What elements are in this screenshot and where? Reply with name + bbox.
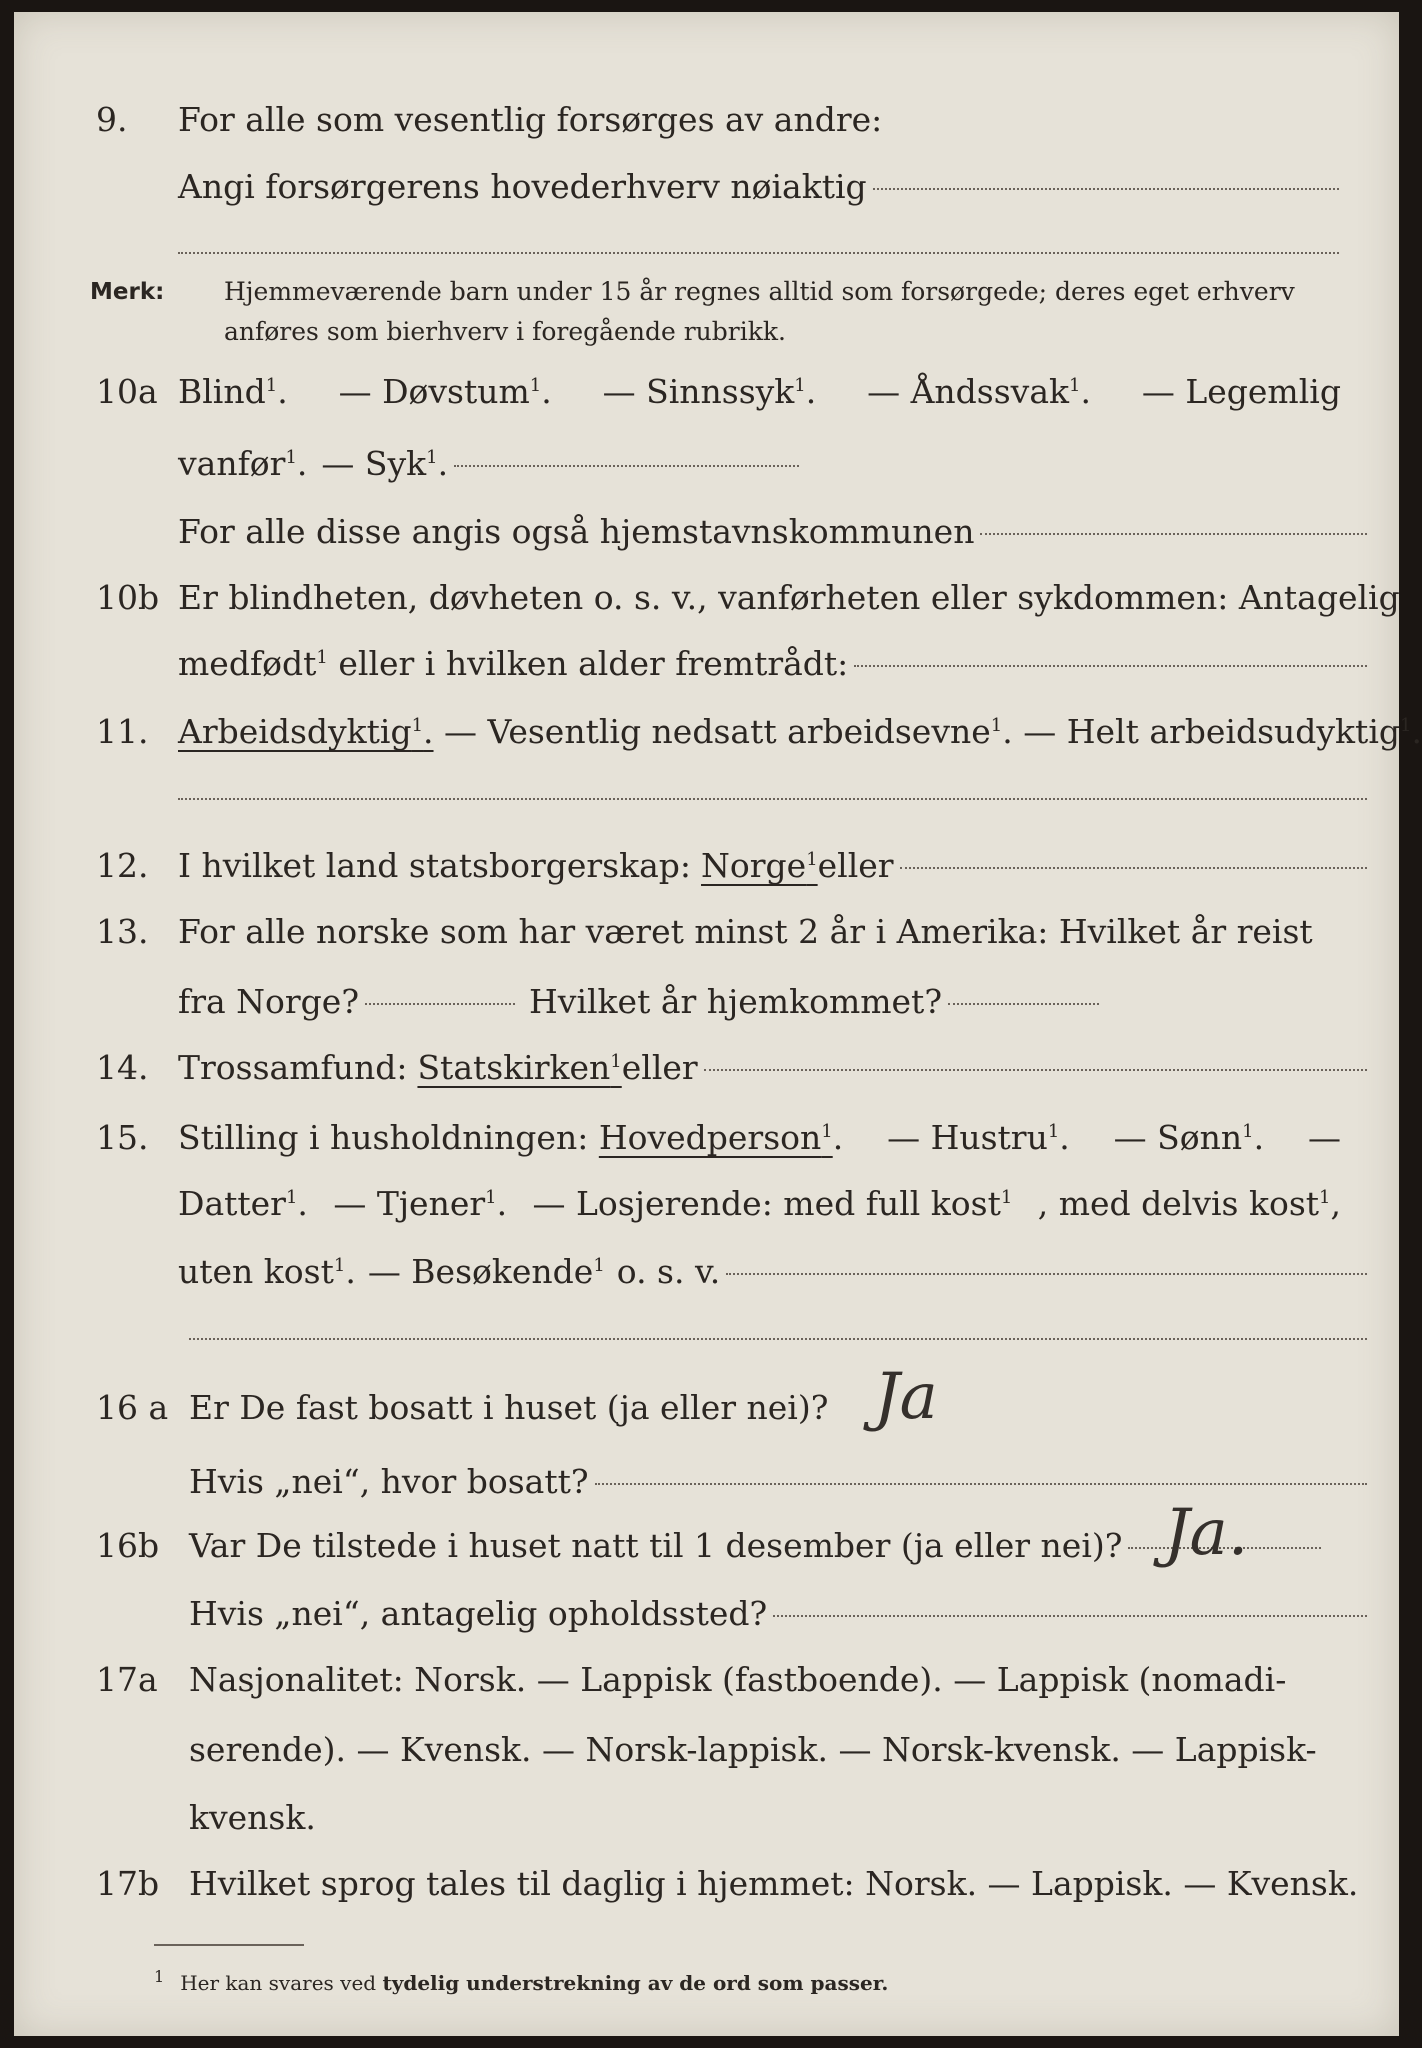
- answer-norge-selected[interactable]: Norge$^1$: [701, 846, 818, 885]
- question-text: Hvis „nei“, antagelig opholdssted?: [189, 1594, 768, 1633]
- note-text: anføres som bierhverv i foregående rubrikk.: [224, 317, 786, 346]
- note-text: Hjemmeværende barn under 15 år regnes alltid som forsørgede; deres eget erhverv: [224, 277, 1295, 306]
- question-text: For alle som vesentlig forsørges av andre:: [178, 100, 883, 139]
- answer-field[interactable]: [980, 533, 1367, 535]
- question-text: fra Norge?: [178, 982, 360, 1021]
- answer-field[interactable]: [178, 798, 1367, 800]
- question-text: medfødt$^1$ eller i hvilken alder fremtrådt:: [178, 644, 849, 683]
- question-number: 9.: [96, 100, 128, 139]
- option-dovstum[interactable]: — Døvstum$^1$.: [338, 372, 552, 411]
- footnote: [154, 1967, 888, 1995]
- question-number: 16 a: [96, 1388, 169, 1427]
- option-arbeidsudyktig[interactable]: — Helt arbeidsudyktig$^1$.: [1023, 712, 1422, 751]
- question-text: kvensk.: [189, 1798, 316, 1837]
- footnote-rule: [154, 1944, 304, 1946]
- question-text: Stilling i husholdningen: Hovedperson$^1$.: [178, 1118, 844, 1157]
- question-number: 12.: [96, 846, 149, 885]
- question-text: For alle disse angis også hjemstavnskommunen: [178, 512, 975, 551]
- option-andssvak[interactable]: — Åndssvak$^1$.: [867, 372, 1091, 411]
- question-text: Hvilket år hjemkommet?: [529, 982, 943, 1021]
- option-uten-kost[interactable]: uten kost$^1$.: [178, 1252, 356, 1291]
- option-sonn[interactable]: — Sønn$^1$.: [1113, 1118, 1265, 1157]
- answer-field[interactable]: [595, 1483, 1367, 1485]
- question-text: Hvis „nei“, hvor bosatt?: [189, 1462, 589, 1501]
- option-legemlig[interactable]: — Legemlig: [1141, 372, 1341, 411]
- census-form-page: [14, 12, 1422, 2036]
- question-text: Var De tilstede i huset natt til 1 desember (ja eller nei)?: [189, 1526, 1123, 1565]
- answer-field[interactable]: [454, 465, 799, 467]
- option-hustru[interactable]: — Hustru$^1$.: [887, 1118, 1070, 1157]
- question-text: Hvilket sprog tales til daglig i hjemmet: Norsk. — Lappisk. — Kvensk.: [189, 1864, 1359, 1903]
- question-number: 15.: [96, 1118, 149, 1157]
- answer-field[interactable]: [873, 188, 1339, 190]
- question-text: For alle norske som har været minst 2 år i Amerika: Hvilket år reist: [178, 912, 1313, 951]
- answer-field[interactable]: [854, 665, 1367, 667]
- question-number: 11.: [96, 712, 149, 751]
- option-besokende[interactable]: — Besøkende$^1$: [367, 1252, 605, 1291]
- answer-field[interactable]: [773, 1615, 1367, 1617]
- answer-field[interactable]: [189, 1338, 1367, 1340]
- question-number: 16b: [96, 1526, 160, 1565]
- footnote-marker: 1: [154, 1967, 165, 1986]
- answer-field-reist[interactable]: [365, 1003, 515, 1005]
- option-datter[interactable]: Datter$^1$.: [178, 1184, 308, 1223]
- option-sinnssyk[interactable]: — Sinnssyk$^1$.: [602, 372, 817, 411]
- question-text: o. s. v.: [616, 1252, 721, 1291]
- question-number: 14.: [96, 1048, 149, 1087]
- note-label: Merk:: [90, 279, 165, 305]
- option-arbeidsdyktig-selected[interactable]: Arbeidsdyktig$^1$.: [178, 712, 434, 751]
- handwritten-answer-ja[interactable]: Ja.: [1164, 1496, 1249, 1570]
- question-text: Er blindheten, døvheten o. s. v., vanførheten eller sykdommen: Antagelig: [178, 578, 1400, 617]
- question-text: serende). — Kvensk. — Norsk-lappisk. — Norsk-kvensk. — Lappisk-: [189, 1730, 1317, 1769]
- footnote-text: Her kan svares ved: [180, 1971, 383, 1995]
- question-number: 10b: [96, 578, 160, 617]
- question-text: Nasjonalitet: Norsk. — Lappisk (fastboende). — Lappisk (nomadi-: [189, 1660, 1287, 1699]
- answer-field[interactable]: [704, 1069, 1367, 1071]
- option-blind[interactable]: Blind$^1$.: [178, 372, 288, 411]
- question-text: eller: [621, 1048, 698, 1087]
- question-number: 17b: [96, 1864, 160, 1903]
- question-text: Angi forsørgerens hovederhverv nøiaktig: [178, 167, 867, 206]
- answer-field[interactable]: [178, 252, 1339, 254]
- option-vanfor[interactable]: vanfør$^1$.: [178, 444, 308, 483]
- question-number: 17a: [96, 1660, 158, 1699]
- option-full-kost[interactable]: — Losjerende: med full kost$^1$: [532, 1184, 1013, 1223]
- answer-field[interactable]: [726, 1273, 1367, 1275]
- question-text: eller: [817, 846, 894, 885]
- answer-field-hjemkommet[interactable]: [948, 1003, 1099, 1005]
- option-tjener[interactable]: — Tjener$^1$.: [333, 1184, 508, 1223]
- option-syk[interactable]: — Syk$^1$.: [321, 444, 449, 483]
- option-nedsatt-arbeidsevne[interactable]: — Vesentlig nedsatt arbeidsevne$^1$.: [444, 712, 1013, 751]
- question-text: I hvilket land statsborgerskap:: [178, 846, 692, 885]
- footnote-text-bold: tydelig understrekning av de ord som passer.: [382, 1971, 889, 1995]
- option-delvis-kost[interactable]: , med delvis kost$^1$,: [1037, 1184, 1341, 1223]
- question-text: Trossamfund:: [178, 1048, 408, 1087]
- handwritten-answer-ja[interactable]: Ja: [874, 1360, 938, 1434]
- question-number: 10a: [96, 372, 158, 411]
- answer-field[interactable]: [900, 867, 1367, 869]
- answer-statskirken-selected[interactable]: Statskirken$^1$: [417, 1048, 622, 1087]
- answer-hovedperson-selected[interactable]: Hovedperson$^1$: [598, 1118, 833, 1157]
- dash: —: [1307, 1118, 1341, 1157]
- question-text: Er De fast bosatt i huset (ja eller nei)?: [189, 1388, 829, 1427]
- question-number: 13.: [96, 912, 149, 951]
